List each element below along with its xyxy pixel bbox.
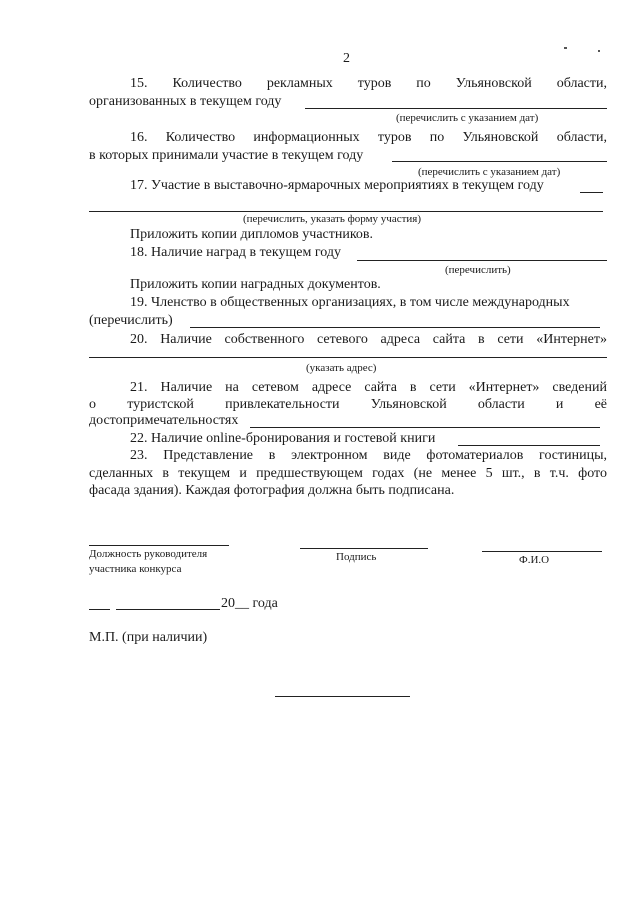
name-label: Ф.И.О (519, 554, 550, 566)
page-number: 2 (343, 51, 350, 66)
item-19-line-2: (перечислить) (89, 313, 173, 328)
item-21-line-1: 21. Наличие на сетевом адресе сайта в сети «Интернет» сведений (130, 380, 607, 395)
item-18-answer-line (357, 260, 607, 261)
scan-speck (598, 50, 600, 52)
name-signature-line (482, 551, 602, 552)
position-label-line-2: участника конкурса (89, 563, 182, 575)
item-17-answer-line-a (580, 192, 603, 193)
item-17-line-1: 17. Участие в выставочно-ярмарочных мероприятиях в текущем году (130, 178, 544, 193)
item-19-answer-line (190, 327, 600, 328)
item-18-line-1: 18. Наличие наград в текущем году (130, 245, 341, 260)
item-15-line-2: организованных в текущем году (89, 94, 282, 109)
signature-line (300, 548, 428, 549)
item-15-note: (перечислить с указанием дат) (396, 112, 539, 124)
item-15-answer-line (305, 108, 607, 109)
item-17-attach: Приложить копии дипломов участников. (130, 227, 374, 242)
position-label: Должность руководителя (89, 548, 208, 560)
item-21-line-3: достопримечательностях (89, 413, 239, 428)
item-23-line-2: сделанных в текущем и предшествующем годах (не менее 5 шт., в т.ч. фото (89, 466, 607, 481)
stamp-label: М.П. (при наличии) (89, 630, 208, 645)
item-23-line-1: 23. Представление в электронном виде фотоматериалов гостиницы, (130, 448, 607, 463)
item-21-answer-line (250, 427, 600, 428)
scan-speck (564, 47, 567, 49)
item-22-answer-line (458, 445, 600, 446)
item-16-answer-line (392, 161, 607, 162)
item-22-line-1: 22. Наличие online-бронирования и гостевой книги (130, 431, 436, 446)
date-month-blank (116, 609, 220, 610)
item-20-answer-line (89, 357, 607, 358)
signature-label: Подпись (336, 551, 377, 563)
item-21-line-2: о туристской привлекательности Ульяновской области и её (89, 397, 607, 412)
item-17-note: (перечислить, указать форму участия) (243, 213, 422, 225)
item-19-line-1: 19. Членство в общественных организациях, в том числе международных (130, 295, 570, 310)
item-18-attach: Приложить копии наградных документов. (130, 277, 381, 292)
date-year-text: 20__ года (221, 596, 278, 611)
item-15-line-1: 15. Количество рекламных туров по Ульяновской области, (130, 76, 607, 91)
item-16-line-1: 16. Количество информационных туров по Ульяновской области, (130, 130, 607, 145)
item-20-line-1: 20. Наличие собственного сетевого адреса сайта в сети «Интернет» (130, 332, 607, 347)
item-20-note: (указать адрес) (306, 362, 377, 374)
date-day-blank (89, 609, 110, 610)
item-18-note: (перечислить) (445, 264, 511, 276)
closing-separator-line (275, 696, 410, 697)
item-16-note: (перечислить с указанием дат) (418, 166, 561, 178)
item-16-line-2: в которых принимали участие в текущем году (89, 148, 364, 163)
item-23-line-3: фасада здания). Каждая фотография должна быть подписана. (89, 483, 455, 498)
item-17-answer-line-b (89, 211, 603, 212)
position-signature-line (89, 545, 229, 546)
